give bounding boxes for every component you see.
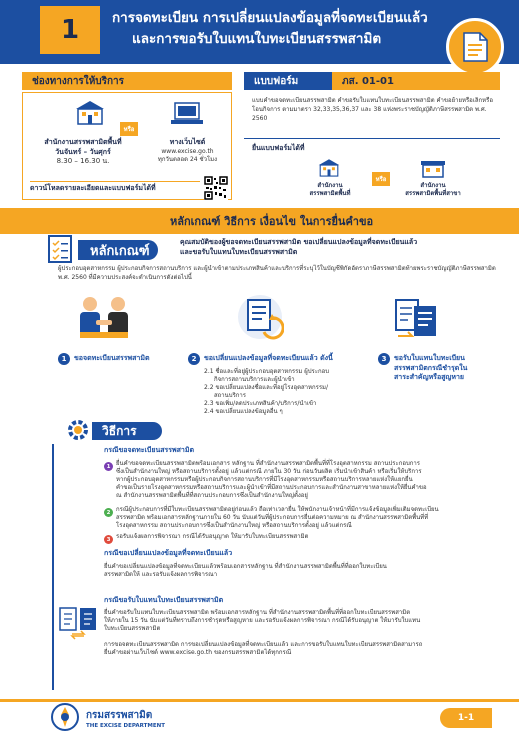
page-title [112,8,442,50]
criteria-item-2-subs [204,368,354,416]
criteria-item-1: ขอจดทะเบียนสรรพสามิต [74,354,150,362]
item-number: 2 [188,353,200,365]
text-line: หากผู้ประกอบอุตสาหกรรมหรือผู้ประกอบกิจการสถานบริการที่มีโรงอุตสาหกรรมหรือสถานบริการหลายแห่งให้แยกยื่น [116,476,413,483]
text-line: สรรพสามิต พร้อมเอกสารหลักฐานภายใน 60 วัน นับแต่วันที่ผู้ประกอบการยื่นต่อความหมาย ณ สำนักงานสรรพสามิตพื้นที่ที่ [116,514,429,521]
text-line: คำขอเป็นรายโรงอุตสาหกรรมหรือสถานบริการและผู้นำเข้าที่มีสถานประกอบการและสำนักงานสาขาหลายแห่งให้ยื่นคำขอ [116,484,427,491]
channels-title: ช่องทางการให้บริการ [22,72,232,90]
step-number: 1 [104,462,113,471]
form-description: แบบคำขอจดทะเบียนสรรพสามิต คำขอรับใบแทนใบทะเบียนสรรพสามิต คำขอย้ายหรือเลิกหรือโอนกิจการ ตามมาตรา 32,33,35,36,37 และ 38 แห่งพระราชบัญญัติภาษีสรรพสามิต พ.ศ. 2560 [252,97,493,122]
divider [30,181,200,182]
criteria-item-2: ขอเปลี่ยนแปลงข้อมูลที่จดทะเบียนแล้ว ดังนี้ [204,354,333,362]
criteria-pill: หลักเกณฑ์ [78,240,158,260]
laptop-icon [170,102,204,130]
criteria-heading-line1: คุณสมบัติของผู้ขอจดทะเบียนสรรพสามิต ขอเปลี่ยนแปลงข้อมูลที่จดทะเบียนแล้ว [180,238,418,246]
method-change-body [104,563,500,579]
org-name-th: กรมสรรพสามิต [86,710,153,721]
document-replace-icon [392,294,444,346]
step-number: 3 [104,535,113,544]
text-line: ณ สำนักงานสรรพสามิตพื้นที่ที่สถานประกอบการซึ่งเป็นสำนักงานใหญ่ตั้งอยู่ [116,492,308,499]
web-title: ทางเว็บไซต์ [169,138,206,146]
text-line: ให้ภายใน 15 วัน นับแต่วันที่ทราบถึงการชำรุดหรือสูญหาย และรอรับแจ้งผลการพิจารณา กรณีได้รับอนุญาต ให้มารับใบแทน [104,617,421,624]
text-line: โรงอุตสาหกรรม สถานประกอบการซึ่งเป็นสำนักงานใหญ่ หรือสถานบริการตั้งอยู่ แล้วแต่กรณี [116,522,352,529]
office-info [28,138,138,167]
download-text: ดาวน์โหลดรายละเอียดและแบบฟอร์มได้ที่ [30,184,156,192]
text-line: สรรพสามิตให้ และรอรับแจ้งผลการพิจารณา [104,571,218,578]
checklist-icon [46,234,76,268]
text-line: การขอจดทะเบียนสรรพสามิต การขอเปลี่ยนแปลงข้อมูลที่จดทะเบียนแล้ว และการขอรับใบแทนใบทะเบียนสรรพสามิตสามารถ [104,641,423,648]
form-label: แบบฟอร์ม [244,72,332,90]
text-line: กรณีผู้ประกอบการที่มีใบทะเบียนสรรพสามิตอยู่ก่อนแล้ว ถือเท่าเวลายื่น ให้พนักงานเจ้าหน้าที่มีการแจ้งข้อมูลเพิ่มเติมจดทะเบียน [116,506,439,513]
document-copy-icon [58,600,98,644]
method-replacement-title: กรณีขอรับใบแทนใบทะเบียนสรรพสามิต [104,596,224,604]
criteria-band-title: หลักเกณฑ์ วิธีการ เงื่อนไข ในการยื่นคำขอ [170,215,374,228]
method-registration-step-1 [116,460,500,500]
document-icon [446,18,504,76]
criteria-item-3-line: ขอรับใบแทนใบทะเบียน [394,354,465,362]
sub-item: 2.1 ชื่อและที่อยู่ผู้ประกอบอุตสาหกรรม ผู้ประกอบ [204,368,330,375]
text-line: ใบทะเบียนสรรพสามิต [104,625,161,632]
page-number: 1-1 [440,708,492,728]
item-number: 1 [58,353,70,365]
sub-item: 2.3 ขอเพิ่ม/ลดประเภทสินค้า/บริการ/นำเข้า [204,400,317,407]
office-building-icon [75,100,105,130]
form-code: ภส. 01-01 [332,72,500,90]
text-line: ซึ่งเป็นสำนักงานใหญ่ หรือสถานบริการตั้งอยู่ แล้วแต่กรณี ภายใน 30 วัน ก่อนวันผลิต เริ่มนำเข้าสินค้า หรือเริ่มให้บริการ [116,468,422,475]
excise-seal-logo-icon [50,702,80,738]
org-name-en: THE EXCISE DEPARTMENT [86,723,165,729]
section-number: 1 [40,6,100,54]
footer-org [86,708,165,729]
document-edit-icon [236,292,284,346]
criteria-item-3-line: สรรพสามิตกรณีชำรุดใน [394,363,468,372]
step-number: 2 [104,508,113,517]
criteria-intro: ผู้ประกอบอุตสาหกรรม ผู้ประกอบกิจการสถานบริการ และผู้นำเข้าตามประเภทสินค้าและบริการที่ระบุไว้ในบัญชีพิกัดอัตราภาษีสรรพสามิตท้ายพระราชบัญญัติภาษีสรรพสามิต พ.ศ. 2560 ที่มีความประสงค์จะดำเนินการดังต่อไปนี้ [58,265,496,281]
sub-item: กิจการสถานบริการและผู้นำเข้า [214,376,295,383]
handshake-illustration-icon [72,292,136,346]
criteria-item-3 [394,354,504,383]
method-online-note [104,641,500,657]
web-url-link[interactable]: www.excise.go.th [161,147,214,155]
office-title: สำนักงานสรรพสามิตพื้นที่ [44,138,122,146]
web-hours: ทุกวันตลอด 24 ชั่วโมง [157,155,218,163]
text-line: ยื่นคำขอผ่านเว็บไซต์ www.excise.go.th ของกรมสรรพสามิตได้ทุกกรณี [104,649,292,656]
or-badge: หรือ [120,122,138,136]
method-registration-step-2 [116,506,500,530]
text-line: ยื่นคำขอเปลี่ยนแปลงข้อมูลที่จดทะเบียนแล้วพร้อมเอกสารหลักฐาน ที่สำนักงานสรรพสามิตพื้นที่ที่ออกใบทะเบียน [104,563,387,570]
sub-item: สถานบริการ [214,392,247,399]
method-registration-title: กรณีขอจดทะเบียนสรรพสามิต [104,446,194,454]
office-hours: 8.30 – 16.30 น. [56,157,110,165]
office-days: วันจันทร์ – วันศุกร์ [55,147,111,156]
criteria-item-3-line: สาระสำคัญหรือสูญหาย [394,373,465,381]
or-badge: หรือ [372,172,390,186]
submit-office: สำนักงาน สรรพสามิตพื้นที่ [309,182,351,197]
divider [244,138,500,139]
qr-code-icon[interactable] [204,176,228,204]
gear-icon [66,418,90,446]
sub-item: 2.4 ขอเปลี่ยนแปลงข้อมูลอื่น ๆ [204,408,283,415]
branch-office-icon [420,158,446,182]
criteria-heading-line2: และขอรับใบแทนใบทะเบียนสรรพสามิต [180,247,298,256]
page-title-line2: และการขอรับใบแทนใบทะเบียนสรรพสามิต [132,31,382,47]
page-title-line1: การจดทะเบียน การเปลี่ยนแปลงข้อมูลที่จดทะเบียนแล้ว [112,10,428,26]
method-pill: วิธีการ [92,422,162,440]
method-change-title: กรณีขอเปลี่ยนแปลงข้อมูลที่จดทะเบียนแล้ว [104,549,233,557]
criteria-heading [180,238,500,257]
sub-item: 2.2 ขอเปลี่ยนแปลงชื่อและที่อยู่โรงอุตสาหกรรม/ [204,384,329,391]
submit-branch: สำนักงาน สรรพสามิตพื้นที่สาขา [405,182,461,197]
method-replacement-body [104,609,500,633]
text-line: ยื่นคำขอจดทะเบียนสรรพสามิตพร้อมเอกสาร หลักฐาน ที่สำนักงานสรรพสามิตพื้นที่ที่โรงอุตสาหกรรม สถานประกอบการ [116,460,420,467]
web-info [145,138,230,164]
item-number: 3 [378,353,390,365]
office-building-icon [318,158,340,182]
text-line: ยื่นคำขอรับใบแทนใบทะเบียนสรรพสามิต พร้อมเอกสารหลักฐาน ที่สำนักงานสรรพสามิตพื้นที่ที่ออกใบทะเบียนสรรพสามิต [104,609,411,616]
method-registration-step-3: รอรับแจ้งผลการพิจารณา กรณีได้รับอนุญาต ให้มารับใบทะเบียนสรรพสามิต [116,533,309,540]
submit-label: ยื่นแบบฟอร์มได้ที่ [252,144,305,152]
